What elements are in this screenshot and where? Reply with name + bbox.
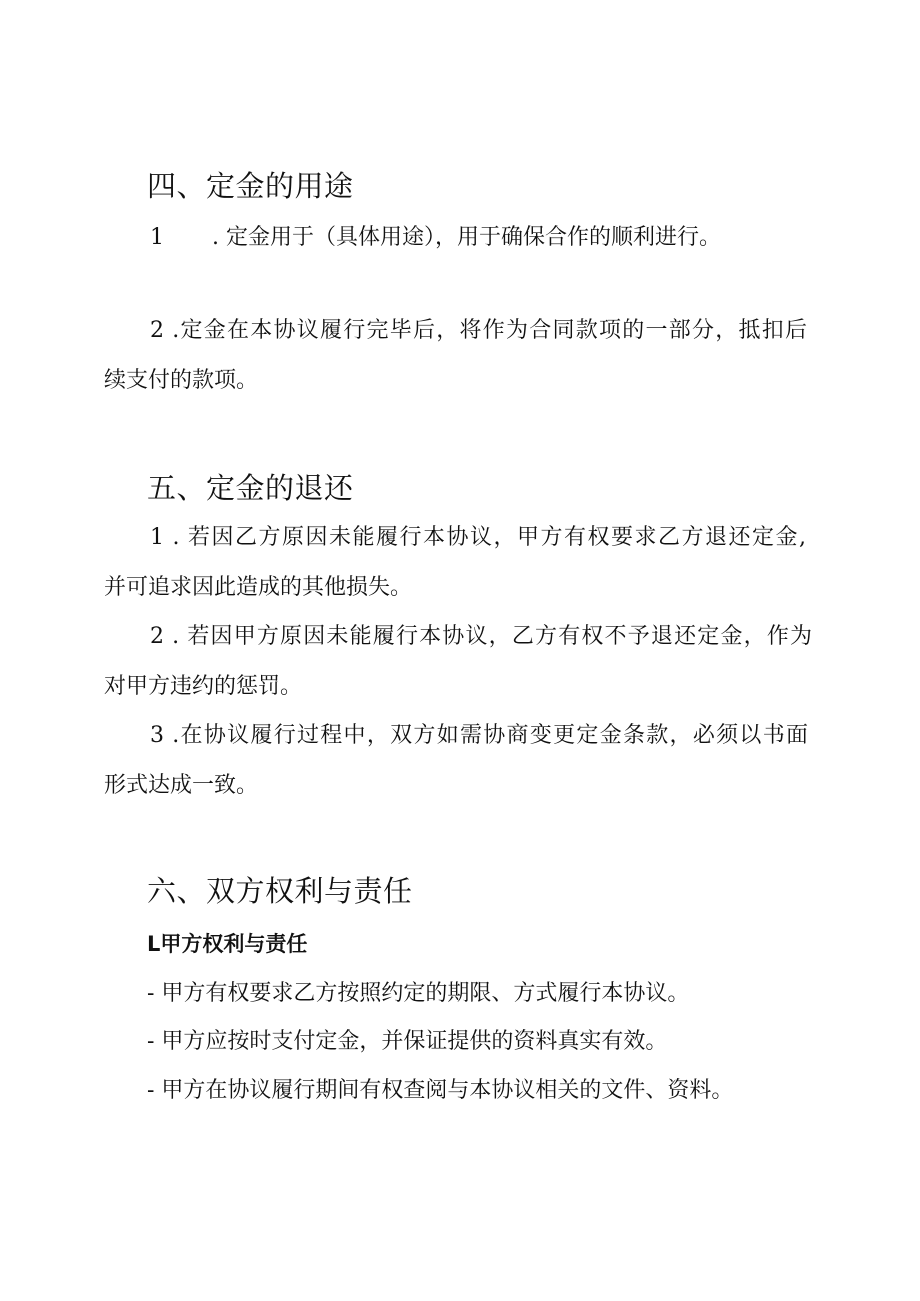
paragraph-line: 对甲方违约的惩罚。: [104, 674, 303, 699]
list-item: - 甲方应按时支付定金，并保证提供的资料真实有效。: [147, 1029, 668, 1054]
section-heading-6: 六、双方权利与责任: [147, 874, 413, 908]
paragraph-line: 2 . 若因甲方原因未能履行本协议，乙方有权不予退还定金，作为: [150, 624, 812, 649]
list-item: - 甲方在协议履行期间有权查阅与本协议相关的文件、资料。: [147, 1078, 734, 1103]
paragraph-line: 1 . 若因乙方原因未能履行本协议，甲方有权要求乙方退还定金,: [150, 525, 806, 550]
list-item-text: . 定金用于（具体用途），用于确保合作的顺利进行。: [212, 225, 721, 250]
paragraph-line: 续支付的款项。: [104, 368, 259, 393]
paragraph-line: 2 .定金在本协议履行完毕后，将作为合同款项的一部分，抵扣后: [150, 318, 807, 343]
paragraph-line: 3 .在协议履行过程中，双方如需协商变更定金条款，必须以书面: [150, 723, 808, 748]
section-heading-5: 五、定金的退还: [147, 471, 354, 505]
paragraph-line: 形式达成一致。: [104, 773, 259, 798]
list-item-number: 1: [150, 225, 164, 250]
section-heading-4: 四、定金的用途: [147, 169, 354, 203]
paragraph-line: 并可追求因此造成的其他损失。: [104, 575, 413, 600]
subsection-heading: L甲方权利与责任: [147, 932, 308, 956]
list-item: - 甲方有权要求乙方按照约定的期限、方式履行本协议。: [147, 981, 690, 1006]
